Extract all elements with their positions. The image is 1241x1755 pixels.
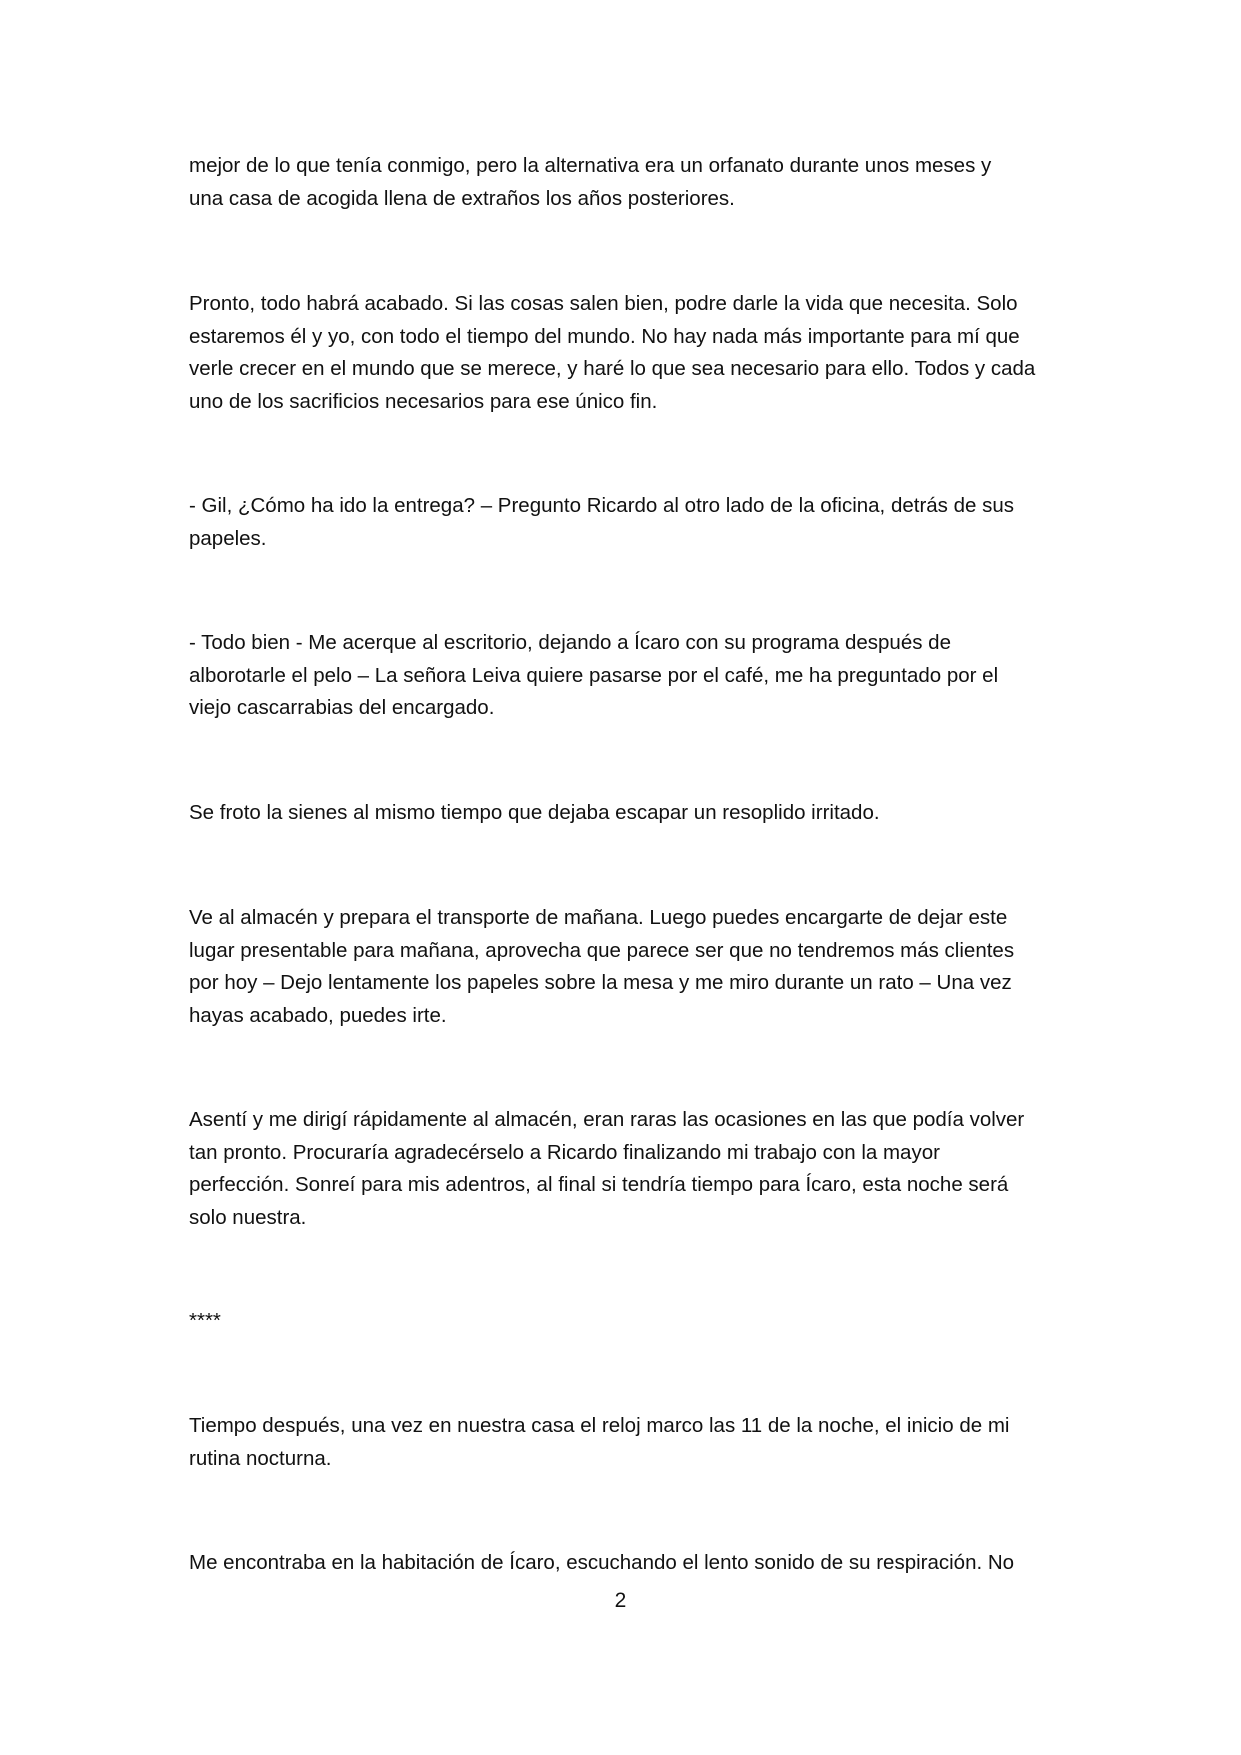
paragraph-1 <box>189 150 1059 215</box>
text-line: Me encontraba en la habitación de Ícaro, escuchando el lento sonido de su respiración. No <box>189 1551 1015 1574</box>
text-line: Ve al almacén y prepara el transporte de mañana. Luego puedes encargarte de dejar este <box>189 906 1008 929</box>
paragraph-6 <box>189 902 1059 1032</box>
text-line: Tiempo después, una vez en nuestra casa el reloj marco las 11 de la noche, el inicio de mi <box>189 1414 1010 1437</box>
paragraph-3 <box>189 490 1059 555</box>
text-line: - Todo bien - Me acerque al escritorio, dejando a Ícaro con su programa después de <box>189 631 951 654</box>
paragraph-7 <box>189 1104 1059 1234</box>
text-line: mejor de lo que tenía conmigo, pero la alternativa era un orfanato durante unos meses y <box>189 154 992 177</box>
text-line: papeles. <box>189 526 267 550</box>
text-line: Pronto, todo habrá acabado. Si las cosas salen bien, podre darle la vida que necesita. Solo <box>189 292 1018 315</box>
text-line: Asentí y me dirigí rápidamente al almacén, eran raras las ocasiones en las que podía volver <box>189 1108 1025 1131</box>
text-line: rutina nocturna. <box>189 1446 332 1470</box>
text-line: - Gil, ¿Cómo ha ido la entrega? – Pregunto Ricardo al otro lado de la oficina, detrás de sus <box>189 494 1015 517</box>
paragraph-4 <box>189 627 1059 725</box>
paragraph-5 <box>189 797 1059 830</box>
text-line: lugar presentable para mañana, aprovecha que parece ser que no tendremos más clientes <box>189 938 1015 962</box>
text-line: Se froto la sienes al mismo tiempo que dejaba escapar un resoplido irritado. <box>189 801 880 824</box>
text-line: perfección. Sonreí para mis adentros, al final si tendría tiempo para Ícaro, esta noche será <box>189 1173 1009 1196</box>
text-line: estaremos él y yo, con todo el tiempo del mundo. No hay nada más importante para mí que <box>189 324 1020 348</box>
text-line: alborotarle el pelo – La señora Leiva quiere pasarse por el café, me ha preguntado por el <box>189 663 999 687</box>
text-line: tan pronto. Procuraría agradecérselo a Ricardo finalizando mi trabajo con la mayor <box>189 1140 940 1164</box>
paragraph-9 <box>189 1547 1059 1580</box>
text-line: hayas acabado, puedes irte. <box>189 1003 447 1027</box>
text-line: una casa de acogida llena de extraños los años posteriores. <box>189 186 735 210</box>
section-separator <box>189 1305 1059 1338</box>
text-line: solo nuestra. <box>189 1205 307 1229</box>
text-line: **** <box>189 1309 221 1332</box>
text-line: por hoy – Dejo lentamente los papeles sobre la mesa y me miro durante un rato – Una vez <box>189 971 1012 994</box>
paragraph-2 <box>189 288 1059 418</box>
text-line: viejo cascarrabias del encargado. <box>189 696 495 719</box>
page-number: 2 <box>614 1589 627 1612</box>
text-line: uno de los sacrificios necesarios para ese único fin. <box>189 389 658 413</box>
text-line: verle crecer en el mundo que se merece, y haré lo que sea necesario para ello. Todos y cada <box>189 357 1036 380</box>
paragraph-8 <box>189 1410 1059 1475</box>
